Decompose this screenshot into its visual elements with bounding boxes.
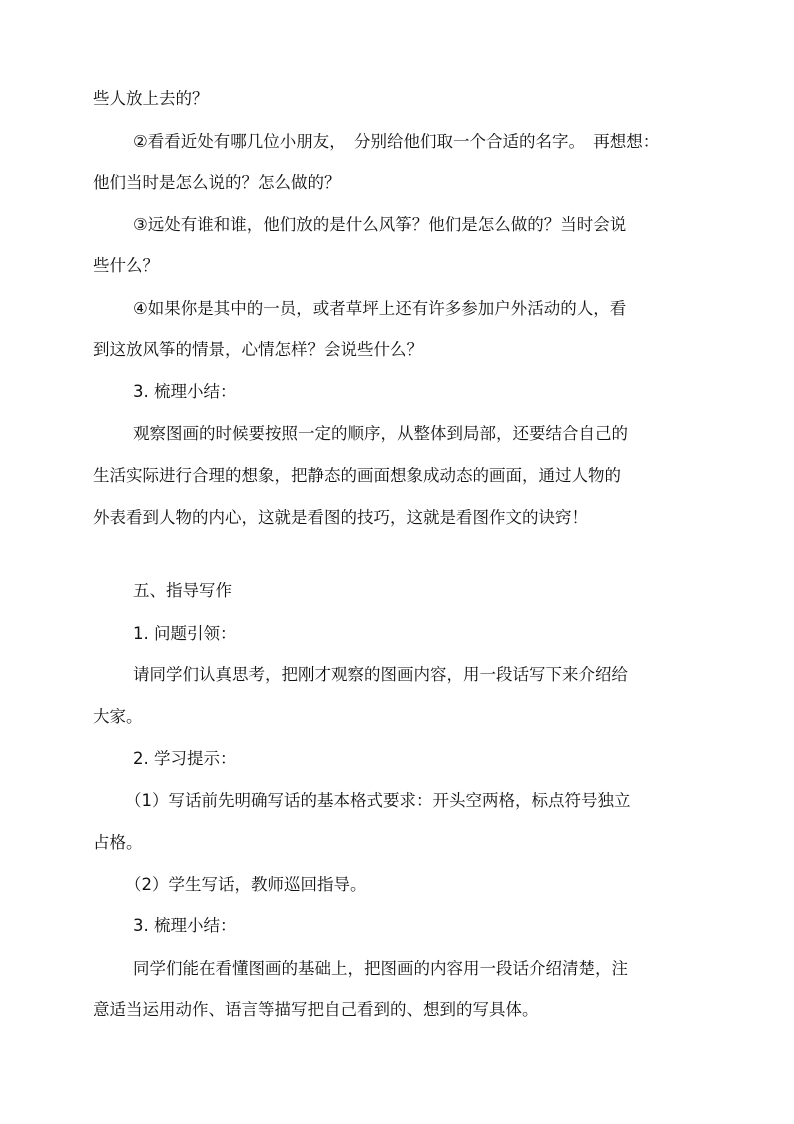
section-heading: 1. 问题引领： — [133, 624, 237, 643]
text-line: ②看看近处有哪几位小朋友， 分别给他们取一个合适的名字。 再想想： — [133, 132, 660, 151]
text-line: ③远处有谁和谁，他们放的是什么风筝？他们是怎么做的？当时会说 — [133, 215, 627, 234]
text-line: 到这放风筝的情景，心情怎样？会说些什么？ — [93, 340, 423, 359]
text-line: 同学们能在看懂图画的基础上，把图画的内容用一段话介绍清楚，注 — [133, 959, 628, 978]
text-line: 他们当时是怎么说的？怎么做的？ — [93, 173, 341, 192]
text-line: 生活实际进行合理的想象，把静态的画面想象成动态的画面，通过人物的 — [93, 466, 621, 485]
text-line: 些什么？ — [93, 256, 159, 275]
text-line: 观察图画的时候要按照一定的顺序，从整体到局部，还要结合自己的 — [133, 424, 628, 443]
text-line: 请同学们认真思考，把刚才观察的图画内容，用一段话写下来介绍给 — [133, 665, 628, 684]
section-heading: 2. 学习提示： — [133, 749, 237, 768]
section-heading: 五、指导写作 — [133, 581, 232, 600]
text-line: ④如果你是其中的一员，或者草坪上还有许多参加户外活动的人，看 — [133, 299, 627, 318]
section-heading: 3. 梳理小结： — [133, 916, 237, 935]
text-line: 外表看到人物的内心，这就是看图的技巧，这就是看图作文的诀窍！ — [93, 508, 588, 527]
text-line: 占格。 — [93, 833, 143, 852]
text-line: （1）写话前先明确写话的基本格式要求：开头空两格，标点符号独立 — [125, 791, 631, 810]
section-heading: 3. 梳理小结： — [133, 382, 237, 401]
text-line: 大家。 — [93, 707, 143, 726]
text-line: （2）学生写话，教师巡回指导。 — [125, 875, 367, 894]
text-line: 些人放上去的？ — [93, 89, 209, 108]
text-line: 意适当运用动作、语言等描写把自己看到的、想到的写具体。 — [93, 1000, 539, 1019]
